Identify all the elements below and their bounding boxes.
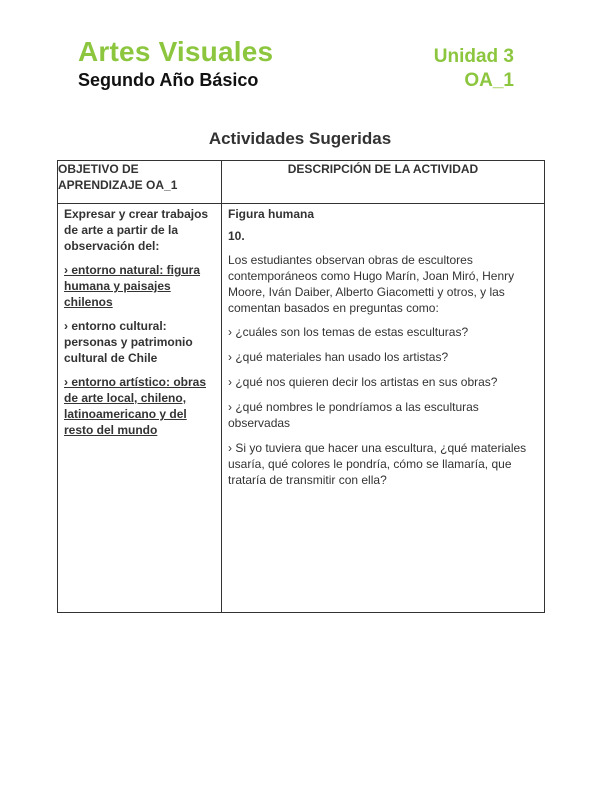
question-item: › Si yo tuviera que hacer una escultura, ¿qué materiales usaría, qué colores le pondría, cómo se llamaría, que trataría de transmitir con ella? bbox=[228, 441, 527, 487]
activity-description: Los estudiantes observan obras de escultores contemporáneos como Hugo Marín, Joan Miró, Henry Moore, Iván Daiber, Alberto Giacometti y otros, y las comentan basados en preguntas como: bbox=[228, 253, 515, 315]
section-title: Actividades Sugeridas bbox=[208, 129, 392, 148]
question-item: › ¿qué nos quieren decir los artistas en sus obras? bbox=[228, 375, 498, 389]
table-row bbox=[58, 204, 545, 613]
oa-code: OA_1 bbox=[464, 70, 514, 91]
question-item: › ¿cuáles son los temas de estas esculturas? bbox=[228, 325, 469, 339]
subject-title: Artes Visuales bbox=[78, 36, 274, 67]
objective-item-artistic: › entorno artístico: obras de arte local, chileno, latinoamericano y del resto del mundo bbox=[64, 375, 207, 437]
activity-name: Figura humana bbox=[228, 207, 315, 221]
question-item: › ¿qué materiales han usado los artistas? bbox=[228, 350, 449, 364]
question-item: › ¿qué nombres le pondríamos a las esculturas observadas bbox=[228, 400, 479, 430]
objective-header: OBJETIVO DE APRENDIZAJE OA_1 bbox=[58, 161, 222, 204]
document-header bbox=[78, 36, 516, 96]
objective-item-natural: › entorno natural: figura humana y paisajes chilenos bbox=[64, 263, 200, 309]
activity-number: 10. bbox=[228, 229, 245, 243]
description-header: DESCRIPCIÓN DE LA ACTIVIDAD bbox=[222, 161, 545, 204]
table-header-row bbox=[58, 161, 545, 204]
unit-label: Unidad 3 bbox=[433, 46, 514, 67]
objective-cell bbox=[58, 204, 222, 613]
grade-level: Segundo Año Básico bbox=[78, 70, 259, 90]
objective-item-cultural: › entorno cultural: personas y patrimonio cultural de Chile bbox=[64, 319, 193, 365]
activity-cell bbox=[222, 204, 545, 613]
objective-intro: Expresar y crear trabajos de arte a partir de la observación del: bbox=[64, 207, 209, 253]
activity-table bbox=[57, 160, 545, 613]
